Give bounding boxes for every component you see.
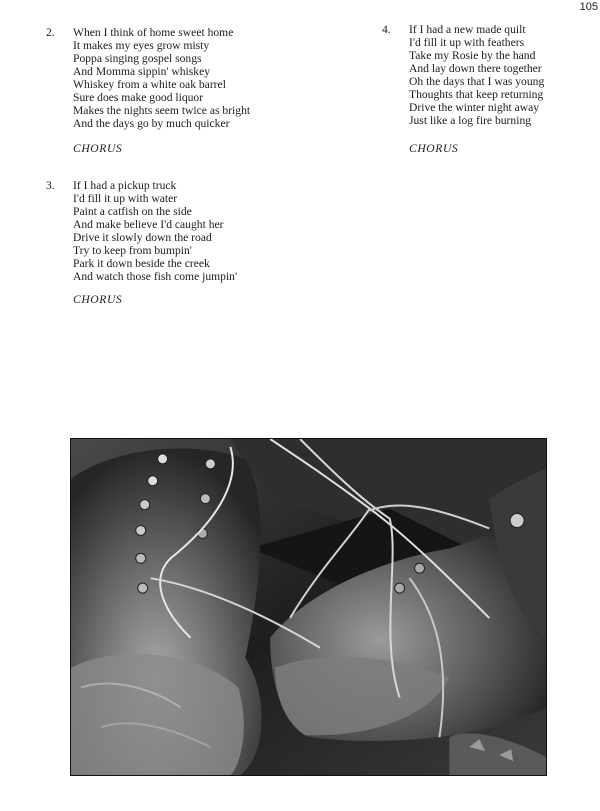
verse-number: 3. — [46, 179, 55, 192]
lyric-line: Try to keep from bumpin' — [73, 244, 192, 257]
verse-number: 2. — [46, 26, 55, 39]
lyric-line: If I had a pickup truck — [73, 179, 177, 192]
lyric-line: Whiskey from a white oak barrel — [73, 78, 226, 91]
boots-illustration — [71, 439, 546, 775]
lyric-line: Park it down beside the creek — [73, 257, 210, 270]
lyric-line: When I think of home sweet home — [73, 26, 234, 39]
lyric-line: Thoughts that keep returning — [409, 88, 544, 101]
boots-photograph — [70, 438, 547, 776]
verse-number: 4. — [382, 23, 391, 36]
lyric-line: Sure does make good liquor — [73, 91, 204, 104]
lyric-line: I'd fill it up with water — [73, 192, 178, 205]
lyric-line: Paint a catfish on the side — [73, 205, 192, 218]
lyric-line: Take my Rosie by the hand — [409, 49, 536, 62]
lyric-line: It makes my eyes grow misty — [73, 39, 210, 52]
verse-lines — [409, 23, 544, 127]
lyric-line: Drive it slowly down the road — [73, 231, 212, 244]
lyric-line: And the days go by much quicker — [73, 117, 230, 130]
page-number: 105 — [579, 1, 598, 13]
lyric-line: And lay down there together — [409, 62, 542, 75]
lyric-line: And watch those fish come jumpin' — [73, 270, 238, 283]
lyric-line: Oh the days that I was young — [409, 75, 545, 88]
lyric-line: And Momma sippin' whiskey — [73, 65, 211, 78]
verse-lines — [73, 179, 237, 283]
verse-lines — [73, 26, 250, 130]
lyric-line: Makes the nights seem twice as bright — [73, 104, 251, 117]
lyric-line: I'd fill it up with feathers — [409, 36, 525, 49]
lyric-line: Just like a log fire burning — [409, 114, 532, 127]
chorus-marker: CHORUS — [73, 142, 123, 155]
lyric-line: And make believe I'd caught her — [73, 218, 224, 231]
chorus-marker: CHORUS — [73, 293, 123, 306]
chorus-marker: CHORUS — [409, 142, 459, 155]
lyric-line: Drive the winter night away — [409, 101, 540, 114]
lyric-line: Poppa singing gospel songs — [73, 52, 202, 65]
lyric-line: If I had a new made quilt — [409, 23, 526, 36]
